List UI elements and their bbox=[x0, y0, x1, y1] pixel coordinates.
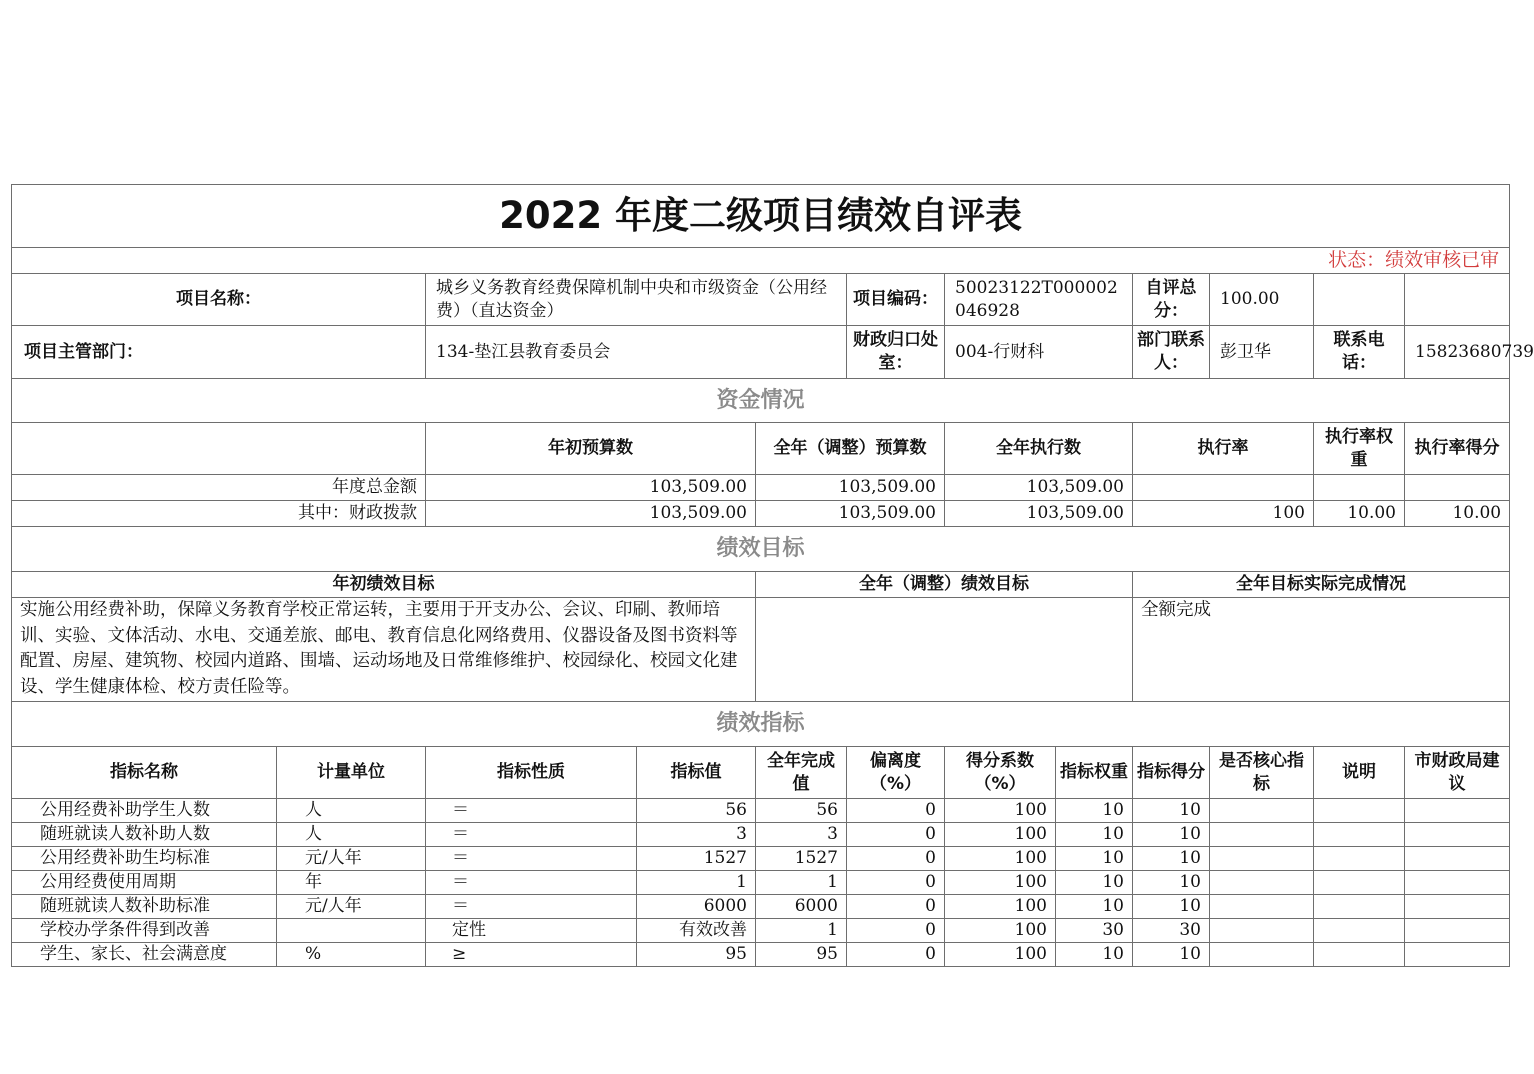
ind-score: 10 bbox=[1133, 799, 1210, 823]
dept-value: 134-垫江县教育委员会 bbox=[426, 326, 847, 379]
ind-nature: ＝ bbox=[426, 871, 637, 895]
goals-section-title: 绩效目标 bbox=[12, 527, 1510, 572]
phone-value: 15823680739 bbox=[1405, 326, 1510, 379]
ind-deviation: 0 bbox=[847, 943, 945, 967]
ind-name: 公用经费补助生均标准 bbox=[12, 847, 277, 871]
ind-note bbox=[1314, 895, 1405, 919]
ind-advice bbox=[1405, 919, 1510, 943]
table-row bbox=[12, 823, 1510, 847]
ind-unit: 人 bbox=[277, 823, 426, 847]
ind-advice bbox=[1405, 823, 1510, 847]
ind-actual: 95 bbox=[756, 943, 847, 967]
ind-header-target: 指标值 bbox=[637, 747, 756, 799]
ind-name: 随班就读人数补助人数 bbox=[12, 823, 277, 847]
funds-row-weight bbox=[1314, 475, 1405, 501]
ind-score: 30 bbox=[1133, 919, 1210, 943]
ind-target: 1527 bbox=[637, 847, 756, 871]
ind-core bbox=[1210, 799, 1314, 823]
ind-advice bbox=[1405, 895, 1510, 919]
ind-core bbox=[1210, 871, 1314, 895]
ind-deviation: 0 bbox=[847, 847, 945, 871]
goals-actual-text: 全额完成 bbox=[1133, 598, 1510, 702]
ind-weight: 30 bbox=[1056, 919, 1133, 943]
ind-target: 3 bbox=[637, 823, 756, 847]
ind-actual: 56 bbox=[756, 799, 847, 823]
ind-deviation: 0 bbox=[847, 823, 945, 847]
ind-note bbox=[1314, 823, 1405, 847]
indicators-section-title: 绩效指标 bbox=[12, 702, 1510, 747]
ind-score: 10 bbox=[1133, 823, 1210, 847]
ind-header-score: 指标得分 bbox=[1133, 747, 1210, 799]
ind-target: 1 bbox=[637, 871, 756, 895]
ind-coef: 100 bbox=[945, 895, 1056, 919]
ind-unit: 年 bbox=[277, 871, 426, 895]
ind-note bbox=[1314, 799, 1405, 823]
ind-actual: 1 bbox=[756, 919, 847, 943]
goals-initial-text: 实施公用经费补助，保障义务教育学校正常运转，主要用于开支办公、会议、印刷、教师培训、实验、文体活动、水电、交通差旅、邮电、教育信息化网络费用、仪器设备及图书资料等配置、房屋、建筑物、校园内道路、围墙、运动场地及日常维修维护、校园绿化、校园文化建设、学生健康体检、校方责任险等。 bbox=[12, 598, 756, 702]
ind-nature: ＝ bbox=[426, 847, 637, 871]
ind-weight: 10 bbox=[1056, 871, 1133, 895]
funds-row-label: 其中：财政拨款 bbox=[12, 501, 426, 527]
funds-header-score: 执行率得分 bbox=[1405, 423, 1510, 475]
funds-row-score: 10.00 bbox=[1405, 501, 1510, 527]
finance-office-value: 004-行财科 bbox=[945, 326, 1133, 379]
ind-core bbox=[1210, 919, 1314, 943]
ind-coef: 100 bbox=[945, 943, 1056, 967]
funds-header-weight: 执行率权重 bbox=[1314, 423, 1405, 475]
ind-note bbox=[1314, 943, 1405, 967]
ind-deviation: 0 bbox=[847, 895, 945, 919]
funds-row-weight: 10.00 bbox=[1314, 501, 1405, 527]
ind-coef: 100 bbox=[945, 823, 1056, 847]
ind-note bbox=[1314, 871, 1405, 895]
ind-core bbox=[1210, 823, 1314, 847]
ind-header-actual: 全年完成值 bbox=[756, 747, 847, 799]
ind-unit: 人 bbox=[277, 799, 426, 823]
ind-weight: 10 bbox=[1056, 823, 1133, 847]
funds-row-adjusted: 103,509.00 bbox=[756, 501, 945, 527]
ind-deviation: 0 bbox=[847, 799, 945, 823]
ind-unit: 元/人年 bbox=[277, 895, 426, 919]
table-row bbox=[12, 871, 1510, 895]
ind-header-unit: 计量单位 bbox=[277, 747, 426, 799]
goals-header-actual: 全年目标实际完成情况 bbox=[1133, 572, 1510, 598]
ind-core bbox=[1210, 943, 1314, 967]
funds-header-rate: 执行率 bbox=[1133, 423, 1314, 475]
finance-office-label: 财政归口处室： bbox=[847, 326, 945, 379]
funds-header-initial: 年初预算数 bbox=[426, 423, 756, 475]
self-score-value: 100.00 bbox=[1210, 274, 1314, 326]
indicators-header-row bbox=[12, 747, 1510, 799]
ind-nature: ＝ bbox=[426, 895, 637, 919]
ind-target: 6000 bbox=[637, 895, 756, 919]
empty-cell bbox=[1314, 274, 1405, 326]
ind-coef: 100 bbox=[945, 871, 1056, 895]
project-code-value: 50023122T000002046928 bbox=[945, 274, 1133, 326]
ind-unit: % bbox=[277, 943, 426, 967]
goals-adjusted-text bbox=[756, 598, 1133, 702]
ind-unit: 元/人年 bbox=[277, 847, 426, 871]
ind-core bbox=[1210, 895, 1314, 919]
project-name-value: 城乡义务教育经费保障机制中央和市级资金（公用经费）（直达资金） bbox=[426, 274, 847, 326]
ind-deviation: 0 bbox=[847, 919, 945, 943]
ind-name: 公用经费使用周期 bbox=[12, 871, 277, 895]
self-score-label: 自评总分： bbox=[1133, 274, 1210, 326]
table-row bbox=[12, 943, 1510, 967]
ind-header-weight: 指标权重 bbox=[1056, 747, 1133, 799]
ind-weight: 10 bbox=[1056, 895, 1133, 919]
ind-advice bbox=[1405, 799, 1510, 823]
ind-actual: 6000 bbox=[756, 895, 847, 919]
funds-header-adjusted: 全年（调整）预算数 bbox=[756, 423, 945, 475]
ind-target: 有效改善 bbox=[637, 919, 756, 943]
ind-name: 公用经费补助学生人数 bbox=[12, 799, 277, 823]
ind-unit bbox=[277, 919, 426, 943]
ind-header-deviation: 偏离度（%） bbox=[847, 747, 945, 799]
ind-header-core: 是否核心指标 bbox=[1210, 747, 1314, 799]
page-title: 2022 年度二级项目绩效自评表 bbox=[12, 185, 1510, 248]
dept-label: 项目主管部门： bbox=[12, 326, 426, 379]
table-row bbox=[12, 919, 1510, 943]
ind-name: 学生、家长、社会满意度 bbox=[12, 943, 277, 967]
ind-actual: 1527 bbox=[756, 847, 847, 871]
ind-advice bbox=[1405, 943, 1510, 967]
ind-coef: 100 bbox=[945, 919, 1056, 943]
ind-header-note: 说明 bbox=[1314, 747, 1405, 799]
ind-score: 10 bbox=[1133, 847, 1210, 871]
table-row bbox=[12, 847, 1510, 871]
self-evaluation-table bbox=[11, 184, 1534, 967]
ind-score: 10 bbox=[1133, 895, 1210, 919]
ind-nature: ＝ bbox=[426, 799, 637, 823]
ind-coef: 100 bbox=[945, 799, 1056, 823]
ind-score: 10 bbox=[1133, 871, 1210, 895]
funds-row-executed: 103,509.00 bbox=[945, 501, 1133, 527]
ind-weight: 10 bbox=[1056, 847, 1133, 871]
ind-header-advice: 市财政局建议 bbox=[1405, 747, 1510, 799]
contact-label: 部门联系人： bbox=[1133, 326, 1210, 379]
ind-target: 95 bbox=[637, 943, 756, 967]
ind-weight: 10 bbox=[1056, 943, 1133, 967]
ind-actual: 3 bbox=[756, 823, 847, 847]
empty-cell bbox=[12, 423, 426, 475]
ind-core bbox=[1210, 847, 1314, 871]
ind-actual: 1 bbox=[756, 871, 847, 895]
goals-header-initial: 年初绩效目标 bbox=[12, 572, 756, 598]
funds-row-rate bbox=[1133, 475, 1314, 501]
ind-target: 56 bbox=[637, 799, 756, 823]
ind-coef: 100 bbox=[945, 847, 1056, 871]
goals-header-adjusted: 全年（调整）绩效目标 bbox=[756, 572, 1133, 598]
ind-note bbox=[1314, 919, 1405, 943]
table-row bbox=[12, 799, 1510, 823]
funds-row-initial: 103,509.00 bbox=[426, 475, 756, 501]
ind-name: 学校办学条件得到改善 bbox=[12, 919, 277, 943]
ind-nature: 定性 bbox=[426, 919, 637, 943]
status-badge: 状态：绩效审核已审 bbox=[12, 248, 1510, 274]
funds-row-initial: 103,509.00 bbox=[426, 501, 756, 527]
funds-row-rate: 100 bbox=[1133, 501, 1314, 527]
ind-deviation: 0 bbox=[847, 871, 945, 895]
project-code-label: 项目编码： bbox=[847, 274, 945, 326]
funds-row-executed: 103,509.00 bbox=[945, 475, 1133, 501]
phone-label: 联系电话： bbox=[1314, 326, 1405, 379]
ind-nature: ＝ bbox=[426, 823, 637, 847]
table-row bbox=[12, 895, 1510, 919]
ind-nature: ≥ bbox=[426, 943, 637, 967]
project-name-label: 项目名称： bbox=[12, 274, 426, 326]
funds-row-adjusted: 103,509.00 bbox=[756, 475, 945, 501]
ind-weight: 10 bbox=[1056, 799, 1133, 823]
funds-row-label: 年度总金额 bbox=[12, 475, 426, 501]
empty-cell bbox=[1405, 274, 1510, 326]
ind-header-coef: 得分系数（%） bbox=[945, 747, 1056, 799]
ind-header-name: 指标名称 bbox=[12, 747, 277, 799]
funds-section-title: 资金情况 bbox=[12, 379, 1510, 423]
ind-advice bbox=[1405, 847, 1510, 871]
ind-note bbox=[1314, 847, 1405, 871]
contact-value: 彭卫华 bbox=[1210, 326, 1314, 379]
ind-name: 随班就读人数补助标准 bbox=[12, 895, 277, 919]
funds-header-executed: 全年执行数 bbox=[945, 423, 1133, 475]
ind-header-nature: 指标性质 bbox=[426, 747, 637, 799]
funds-row-score bbox=[1405, 475, 1510, 501]
ind-score: 10 bbox=[1133, 943, 1210, 967]
ind-advice bbox=[1405, 871, 1510, 895]
